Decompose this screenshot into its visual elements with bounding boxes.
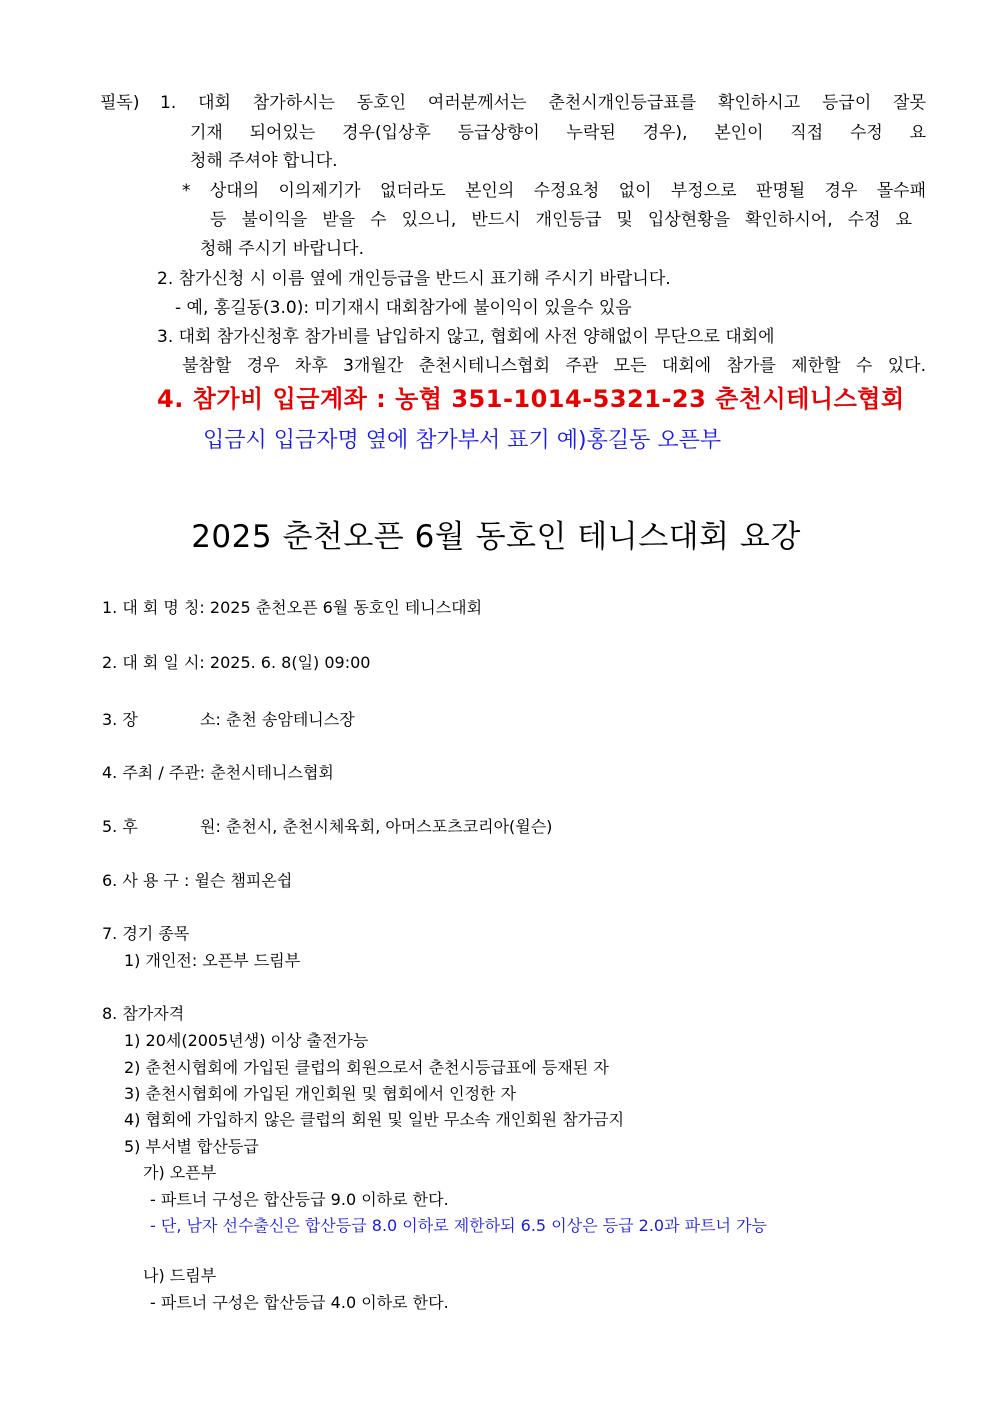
dream-division-heading: 나) 드림부 <box>143 1266 217 1285</box>
deposit-account: 4. 참가비 입금계좌 : 농협 351-1014-5321-23 춘천시테니스협회 <box>157 385 905 413</box>
notice-item-3-line-2: 불참할 경우 차후 3개월간 춘천시테니스협회 주관 모든 대회에 참가를 제한할 수 있다. <box>182 356 926 376</box>
notice-item-1-note-3: 청해 주시기 바랍니다. <box>200 239 365 259</box>
notice-item-2-line-1: 2. 참가신청 시 이름 옆에 개인등급을 반드시 표기해 주시기 바랍니다. <box>157 269 671 289</box>
notice-label: 필독) <box>100 93 140 113</box>
section-6-ball: 6. 사 용 구 : 윌슨 챔피온쉽 <box>102 871 293 890</box>
section-7-heading: 7. 경기 종목 <box>102 924 190 943</box>
section-1-event-name: 1. 대 회 명 칭: 2025 춘천오픈 6월 동호인 테니스대회 <box>102 598 483 617</box>
section-8-heading: 8. 참가자격 <box>102 1004 185 1023</box>
notice-item-1-note-1: * 상대의 이의제기가 없더라도 본인의 수정요청 없이 부정으로 판명될 경우 몰수패 <box>182 181 926 201</box>
notice-item-1-note-2: 등 불이익을 받을 수 있으니, 반드시 개인등급 및 입상현황을 확인하시어, 수정 요 <box>210 210 912 230</box>
section-8-item-2: 2) 춘천시협회에 가입된 클럽의 회원으로서 춘천시등급표에 등재된 자 <box>124 1058 609 1077</box>
section-8-item-4: 4) 협회에 가입하지 않은 클럽의 회원 및 일반 무소속 개인회원 참가금지 <box>124 1110 625 1129</box>
section-2-event-date: 2. 대 회 일 시: 2025. 6. 8(일) 09:00 <box>102 653 371 672</box>
notice-item-1-line-1: 1. 대회 참가하시는 동호인 여러분께서는 춘천시개인등급표를 확인하시고 등급이 잘못 <box>160 93 926 113</box>
section-8-item-1: 1) 20세(2005년생) 이상 출전가능 <box>124 1031 369 1050</box>
notice-item-1-line-2: 기재 되어있는 경우(입상후 등급상향이 누락된 경우), 본인이 직접 수정 요 <box>190 123 926 143</box>
notice-item-1-line-3: 청해 주셔야 합니다. <box>190 151 338 171</box>
section-5-sponsors: 원: 춘천시, 춘천시체육회, 아머스포츠코리아(윌슨) <box>200 817 553 836</box>
open-division-heading: 가) 오픈부 <box>143 1163 217 1182</box>
section-5-label: 5. 후 <box>102 817 138 836</box>
open-division-rule-1: - 파트너 구성은 합산등급 9.0 이하로 한다. <box>150 1190 449 1209</box>
section-8-item-5: 5) 부서별 합산등급 <box>124 1137 259 1156</box>
dream-division-rule-1: - 파트너 구성은 합산등급 4.0 이하로 한다. <box>150 1293 449 1312</box>
section-3-venue: 소: 춘천 송암테니스장 <box>200 710 355 729</box>
page-title: 2025 춘천오픈 6월 동호인 테니스대회 요강 <box>191 519 801 555</box>
section-8-item-3: 3) 춘천시협회에 가입된 개인회원 및 협회에서 인정한 자 <box>124 1084 517 1103</box>
deposit-note: 입금시 입금자명 옆에 참가부서 표기 예)홍길동 오픈부 <box>203 428 722 453</box>
open-division-rule-2: - 단, 남자 선수출신은 합산등급 8.0 이하로 제한하되 6.5 이상은 등급 2.0과 파트너 가능 <box>150 1216 767 1235</box>
section-3-label: 3. 장 <box>102 710 138 729</box>
notice-item-3-line-1: 3. 대회 참가신청후 참가비를 납입하지 않고, 협회에 사전 양해없이 무단으로 대회에 <box>157 327 775 347</box>
section-4-organizer: 4. 주최 / 주관: 춘천시테니스협회 <box>102 763 334 782</box>
notice-item-2-line-2: - 예, 홍길동(3.0): 미기재시 대회참가에 불이익이 있을수 있음 <box>175 298 632 318</box>
section-7-item-1: 1) 개인전: 오픈부 드림부 <box>124 951 301 970</box>
